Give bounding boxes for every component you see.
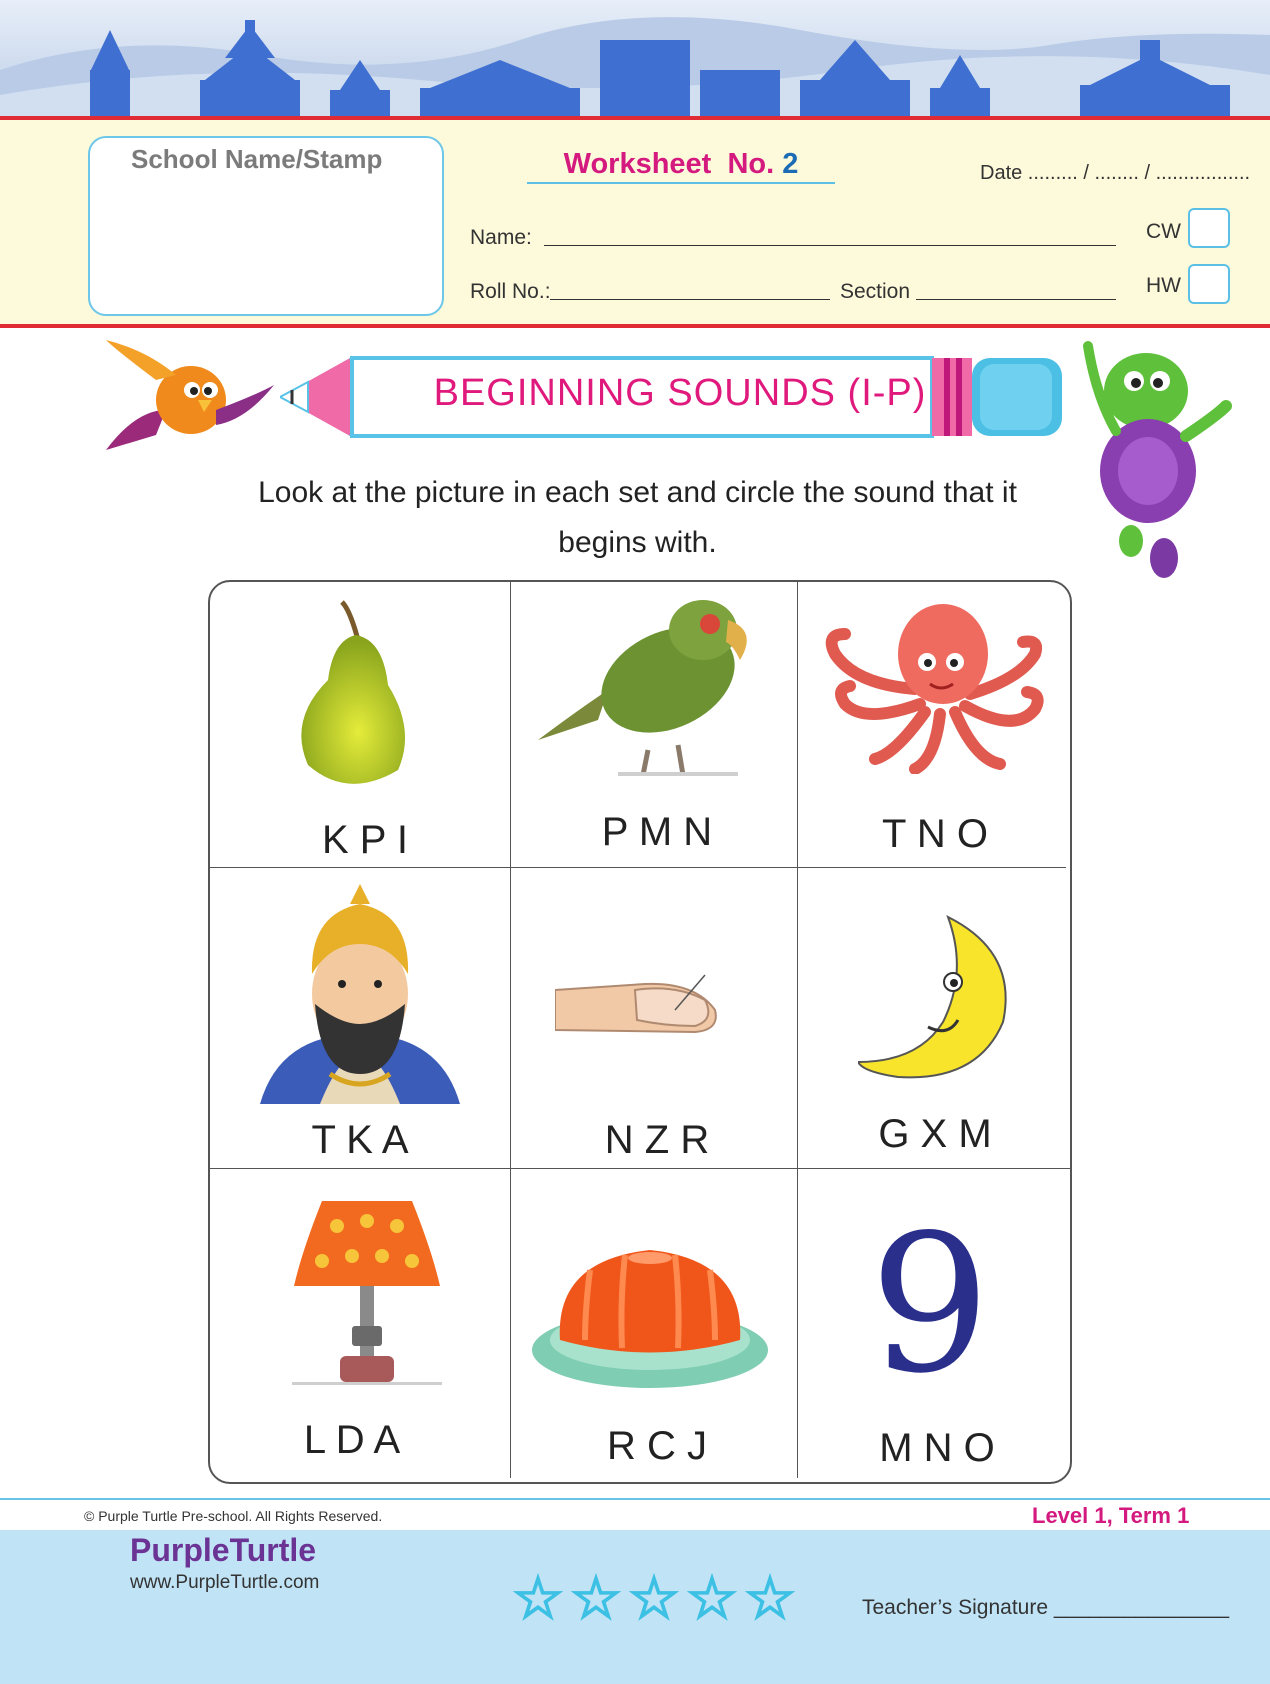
grid-divider — [797, 582, 798, 1478]
parrot-icon — [528, 590, 768, 780]
brand-logo: PurpleTurtle — [130, 1532, 317, 1568]
lamp-icon — [292, 1196, 442, 1396]
letter-choices[interactable]: L D A — [303, 1418, 401, 1462]
cw-checkbox[interactable] — [1188, 208, 1230, 248]
name-label: Name: — [470, 226, 532, 249]
grid-divider — [210, 867, 1066, 868]
teacher-signature-field[interactable]: Teacher’s Signature _______________ — [862, 1596, 1230, 1619]
octopus-icon — [815, 594, 1055, 774]
hw-label: HW — [1146, 274, 1181, 297]
letter-choices[interactable]: P M N — [601, 810, 713, 854]
rollno-label: Roll No.: — [470, 280, 551, 303]
school-stamp-label: School Name/Stamp — [131, 144, 383, 174]
instruction-line-1: Look at the picture in each set and circle the sound that it — [258, 476, 1017, 509]
letter-choices[interactable]: M N O — [879, 1426, 995, 1470]
section-label: Section — [840, 280, 911, 303]
rating-star-icon[interactable]: ☆ — [512, 1566, 564, 1631]
footer-rule — [0, 1498, 1270, 1500]
bird-mascot-icon — [96, 340, 276, 460]
nine-icon: 9 — [869, 1194, 991, 1415]
letter-choices[interactable]: G X M — [878, 1112, 992, 1156]
section-title: BEGINNING SOUNDS (I-P) — [433, 372, 927, 414]
pear-icon — [288, 600, 418, 790]
name-field[interactable] — [544, 245, 1116, 246]
grid-divider — [210, 1168, 1070, 1169]
bottom-red-rule — [0, 324, 1270, 328]
letter-choices[interactable]: K P I — [322, 818, 408, 862]
level-label: Level 1, Term 1 — [1032, 1503, 1190, 1528]
date-field[interactable]: Date ......... / ........ / ................. — [980, 162, 1251, 184]
moon-icon — [858, 912, 1018, 1082]
website-link[interactable]: www.PurpleTurtle.com — [130, 1572, 320, 1593]
rollno-field[interactable] — [550, 299, 830, 300]
rating-star-icon[interactable]: ☆ — [686, 1566, 738, 1631]
copyright-text: © Purple Turtle Pre-school. All Rights Reserved. — [84, 1508, 383, 1524]
letter-choices[interactable]: N Z R — [604, 1118, 710, 1162]
letter-choices[interactable]: T K A — [311, 1118, 409, 1162]
rating-star-icon[interactable]: ☆ — [628, 1566, 680, 1631]
finger-nail-icon — [555, 970, 725, 1050]
letter-choices[interactable]: T N O — [882, 812, 988, 856]
instruction-text — [210, 468, 1065, 568]
king-icon — [260, 884, 460, 1104]
worksheet-number: 2 — [782, 148, 799, 180]
worksheet-title — [527, 148, 835, 184]
skyline-illustration — [0, 0, 1270, 120]
jelly-icon — [530, 1240, 770, 1390]
cw-label: CW — [1146, 220, 1181, 243]
section-field[interactable] — [916, 299, 1116, 300]
letter-choices[interactable]: R C J — [607, 1424, 707, 1468]
turtle-mascot-icon — [1076, 336, 1236, 586]
top-banner — [0, 0, 1270, 120]
instruction-line-2: begins with. — [558, 526, 717, 559]
rating-star-icon[interactable]: ☆ — [744, 1566, 796, 1631]
worksheet-label: Worksheet No. — [563, 148, 775, 180]
rating-star-icon[interactable]: ☆ — [570, 1566, 622, 1631]
grid-divider — [510, 582, 511, 1478]
hw-checkbox[interactable] — [1188, 264, 1230, 304]
